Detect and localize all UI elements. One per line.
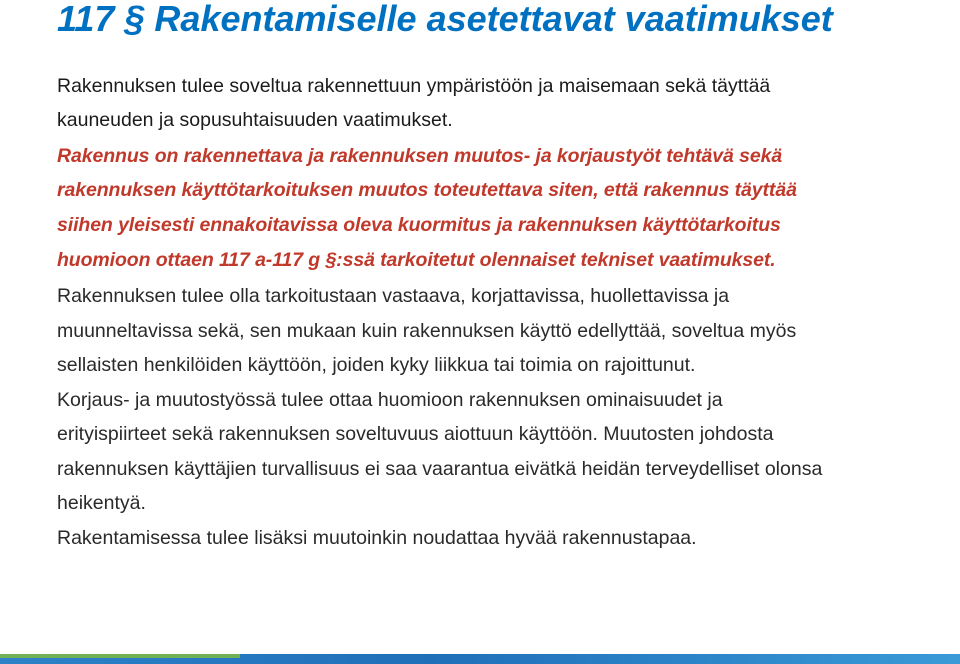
body-line: rakennuksen käyttäjien turvallisuus ei saa vaarantua eivätkä heidän terveydelliset olonsa [57,458,823,480]
emphasized-line: siihen yleisesti ennakoitavissa oleva kuormitus ja rakennuksen käyttötarkoitus [57,214,781,236]
page-title: 117 § Rakentamiselle asetettavat vaatimukset [57,0,833,39]
emphasized-line: huomioon ottaen 117 a-117 g §:ssä tarkoitetut olennaiset tekniset vaatimukset. [57,249,776,271]
intro-line: kauneuden ja sopusuhtaisuuden vaatimukset. [57,109,453,131]
body-line: sellaisten henkilöiden käyttöön, joiden kyky liikkua tai toimia on rajoittunut. [57,354,696,376]
emphasized-line: Rakennus on rakennettava ja rakennuksen muutos- ja korjaustyöt tehtävä sekä [57,145,783,167]
body-line: Korjaus- ja muutostyössä tulee ottaa huomioon rakennuksen ominaisuudet ja [57,389,723,411]
intro-line: Rakennuksen tulee soveltua rakennettuun ympäristöön ja maisemaan sekä täyttää [57,75,771,97]
body-line: Rakennuksen tulee olla tarkoitustaan vastaava, korjattavissa, huollettavissa ja [57,285,730,307]
bottom-decor-bar [0,654,960,664]
body-line: heikentyä. [57,492,146,514]
body-line: Rakentamisessa tulee lisäksi muutoinkin noudattaa hyvää rakennustapaa. [57,527,697,549]
body-line: muunneltavissa sekä, sen mukaan kuin rakennuksen käyttö edellyttää, soveltua myös [57,320,797,342]
body-line: erityispiirteet sekä rakennuksen soveltuvuus aiottuun käyttöön. Muutosten johdosta [57,423,774,445]
emphasized-line: rakennuksen käyttötarkoituksen muutos toteutettava siten, että rakennus täyttää [57,179,797,201]
bottom-bar-green [0,654,240,658]
